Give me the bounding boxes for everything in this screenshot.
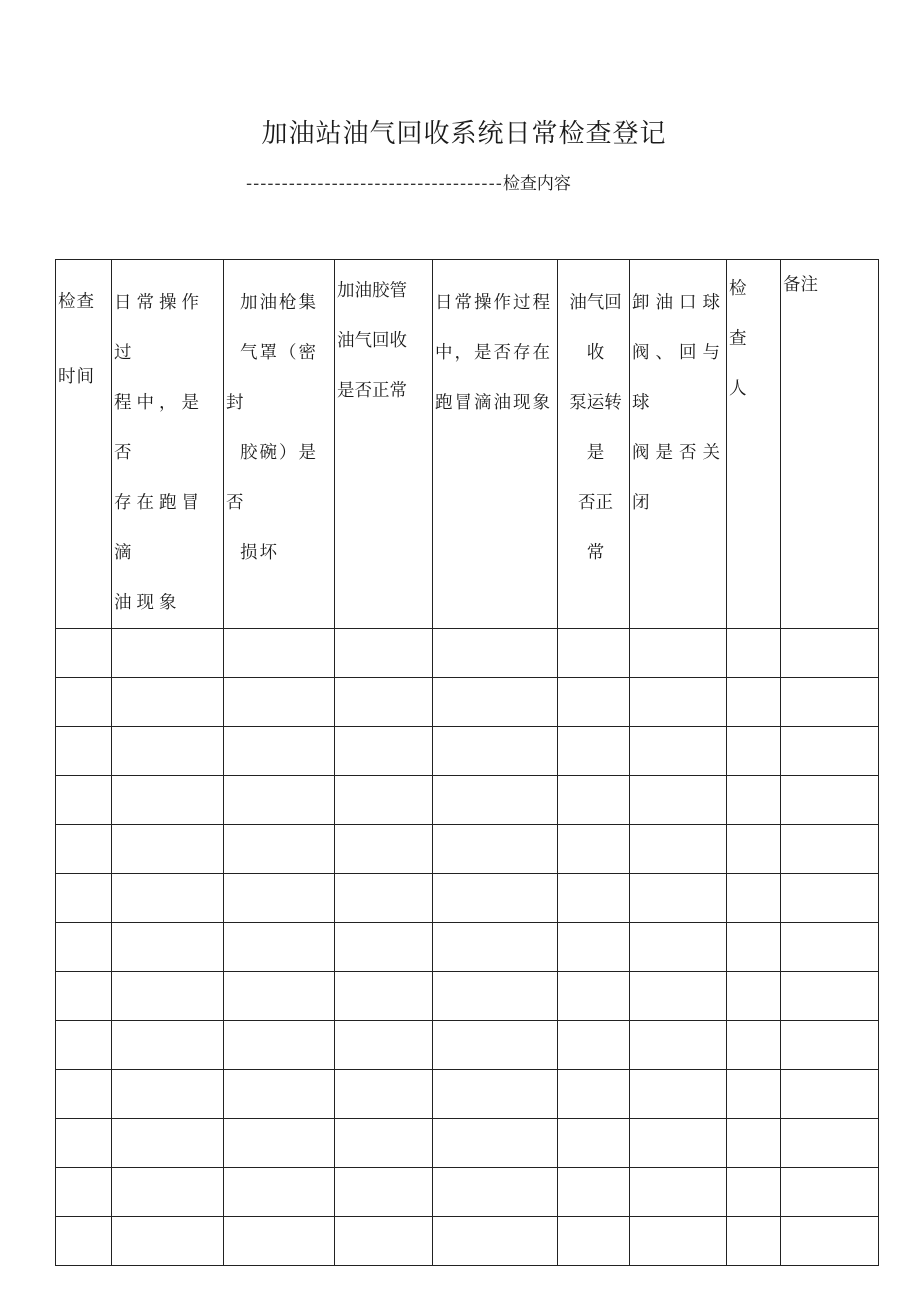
table-cell xyxy=(56,727,112,776)
table-cell xyxy=(112,1070,224,1119)
header-line: 日常操作过程 xyxy=(435,293,552,313)
table-cell xyxy=(56,678,112,727)
table-cell xyxy=(630,727,727,776)
table-cell xyxy=(558,1168,630,1217)
table-cell xyxy=(224,874,335,923)
table-cell xyxy=(781,1070,879,1119)
header-line: 检 xyxy=(729,279,747,299)
table-cell xyxy=(224,776,335,825)
table-cell xyxy=(781,1021,879,1070)
table-cell xyxy=(335,629,433,678)
table-row xyxy=(56,1021,879,1070)
table-cell xyxy=(112,923,224,972)
header-line: 气罩（密封 xyxy=(226,343,318,413)
table-cell xyxy=(335,776,433,825)
table-cell xyxy=(112,874,224,923)
table-cell xyxy=(630,1217,727,1266)
table-cell xyxy=(335,825,433,874)
header-recovery-pump xyxy=(558,260,630,629)
table-cell xyxy=(781,1217,879,1266)
table-cell xyxy=(224,678,335,727)
header-spill-check-2-text xyxy=(433,260,557,428)
table-cell xyxy=(630,776,727,825)
table-cell xyxy=(224,825,335,874)
table-cell xyxy=(630,825,727,874)
table-cell xyxy=(433,825,558,874)
table-cell xyxy=(335,678,433,727)
header-line: 加油枪集 xyxy=(240,293,318,313)
header-hose-recovery xyxy=(335,260,433,629)
table-cell xyxy=(558,629,630,678)
inspection-log-table xyxy=(55,259,879,1266)
table-cell xyxy=(558,825,630,874)
table-cell xyxy=(558,923,630,972)
table-cell xyxy=(781,1168,879,1217)
table-cell xyxy=(433,1217,558,1266)
header-line: 是否正常 xyxy=(337,381,407,401)
header-line: 胶碗）是否 xyxy=(226,443,318,513)
table-cell xyxy=(558,727,630,776)
table-cell xyxy=(433,629,558,678)
table-cell xyxy=(56,1119,112,1168)
header-line: 否正 xyxy=(578,493,613,513)
table-cell xyxy=(335,972,433,1021)
subtitle-dashes: ------------------------------------ xyxy=(246,174,503,194)
table-cell xyxy=(433,1070,558,1119)
header-line: 查 xyxy=(729,329,747,349)
header-recovery-pump-text xyxy=(558,260,629,578)
header-line: 阀是否关 xyxy=(632,443,726,463)
header-spill-check-1 xyxy=(112,260,224,629)
header-line: 检查 xyxy=(58,292,95,312)
table-cell xyxy=(630,1021,727,1070)
table-cell xyxy=(630,1168,727,1217)
table-cell xyxy=(558,1217,630,1266)
table-row xyxy=(56,776,879,825)
table-cell xyxy=(630,972,727,1021)
table-cell xyxy=(224,972,335,1021)
table-row xyxy=(56,1119,879,1168)
table-cell xyxy=(112,972,224,1021)
table-cell xyxy=(335,727,433,776)
table-cell xyxy=(630,923,727,972)
table-cell xyxy=(781,678,879,727)
table-cell xyxy=(727,727,781,776)
header-hose-recovery-text xyxy=(335,260,432,416)
header-line: 是 xyxy=(586,443,605,463)
header-line: 闭 xyxy=(632,493,656,513)
table-row xyxy=(56,825,879,874)
table-cell xyxy=(335,874,433,923)
table-cell xyxy=(56,776,112,825)
header-line: 时间 xyxy=(58,367,95,387)
table-cell xyxy=(112,1119,224,1168)
table-cell xyxy=(56,1070,112,1119)
document-title: 加油站油气回收系统日常检查登记 xyxy=(261,119,667,149)
header-line: 损坏 xyxy=(240,543,279,563)
header-line: 人 xyxy=(729,379,747,399)
table-cell xyxy=(727,1119,781,1168)
table-row xyxy=(56,972,879,1021)
table-cell xyxy=(781,874,879,923)
table-cell xyxy=(781,1119,879,1168)
table-row xyxy=(56,923,879,972)
table-cell xyxy=(558,678,630,727)
table-cell xyxy=(727,923,781,972)
subtitle-label: 检查内容 xyxy=(502,174,571,194)
table-cell xyxy=(727,874,781,923)
table-cell xyxy=(433,678,558,727)
table-cell xyxy=(433,1119,558,1168)
header-spill-check-2 xyxy=(433,260,558,629)
table-cell xyxy=(335,1168,433,1217)
header-line: 中，是否存在 xyxy=(435,343,552,363)
table-cell xyxy=(630,874,727,923)
table-cell xyxy=(112,727,224,776)
table-cell xyxy=(56,923,112,972)
table-row xyxy=(56,874,879,923)
table-cell xyxy=(558,1021,630,1070)
table-row xyxy=(56,678,879,727)
header-nozzle-boot-text xyxy=(224,260,334,578)
header-remarks xyxy=(781,260,879,629)
table-cell xyxy=(112,1021,224,1070)
table-cell xyxy=(781,629,879,678)
table-cell xyxy=(781,825,879,874)
table-cell xyxy=(727,1168,781,1217)
table-cell xyxy=(56,1021,112,1070)
table-cell xyxy=(335,1021,433,1070)
header-check-time-text xyxy=(56,260,111,415)
header-line: 存在跑冒滴 xyxy=(114,493,204,563)
table-cell xyxy=(727,1021,781,1070)
header-inspector-text xyxy=(727,260,780,414)
table-cell xyxy=(224,1021,335,1070)
header-nozzle-boot xyxy=(224,260,335,629)
table-cell xyxy=(781,972,879,1021)
table-cell xyxy=(56,1168,112,1217)
header-line: 阀、回与球 xyxy=(632,343,726,413)
table-cell xyxy=(112,629,224,678)
header-inspector xyxy=(727,260,781,629)
table-cell xyxy=(558,776,630,825)
table-row xyxy=(56,1070,879,1119)
table-cell xyxy=(727,1217,781,1266)
header-line: 卸油口球 xyxy=(632,293,726,313)
table-cell xyxy=(433,1021,558,1070)
table-cell xyxy=(56,972,112,1021)
header-spill-check-1-text xyxy=(112,260,223,628)
table-cell xyxy=(630,1070,727,1119)
table-cell xyxy=(56,629,112,678)
table-cell xyxy=(558,1119,630,1168)
table-cell xyxy=(112,825,224,874)
header-row xyxy=(56,260,879,629)
table-row xyxy=(56,1217,879,1266)
table-cell xyxy=(56,825,112,874)
subtitle-line xyxy=(246,172,571,196)
table-cell xyxy=(224,923,335,972)
header-line: 收 xyxy=(586,343,605,363)
table-cell xyxy=(224,727,335,776)
header-line: 程中，是否 xyxy=(114,393,204,463)
header-ball-valve-text xyxy=(630,260,726,528)
header-line: 加油胶管 xyxy=(337,281,407,301)
table-cell xyxy=(781,776,879,825)
table-cell xyxy=(56,1217,112,1266)
table-cell xyxy=(433,923,558,972)
table-cell xyxy=(727,776,781,825)
header-line: 油现象 xyxy=(114,593,182,613)
table-cell xyxy=(727,1070,781,1119)
table-cell xyxy=(727,972,781,1021)
table-row xyxy=(56,629,879,678)
table-cell xyxy=(224,1119,335,1168)
table-cell xyxy=(335,923,433,972)
table-cell xyxy=(335,1217,433,1266)
table-cell xyxy=(781,727,879,776)
table-cell xyxy=(112,1168,224,1217)
table-cell xyxy=(630,629,727,678)
header-line: 油气回收 xyxy=(337,331,407,351)
table-cell xyxy=(335,1070,433,1119)
table-cell xyxy=(112,678,224,727)
table-cell xyxy=(558,1070,630,1119)
log-body xyxy=(56,629,879,1266)
table-cell xyxy=(224,1168,335,1217)
header-line: 油气回 xyxy=(569,293,622,313)
table-cell xyxy=(112,1217,224,1266)
header-line: 泵运转 xyxy=(569,393,622,413)
table-cell xyxy=(727,825,781,874)
header-line: 跑冒滴油现象 xyxy=(435,393,552,413)
table-cell xyxy=(335,1119,433,1168)
table-cell xyxy=(224,1070,335,1119)
table-row xyxy=(56,1168,879,1217)
table-cell xyxy=(727,629,781,678)
table-cell xyxy=(56,874,112,923)
table-cell xyxy=(558,874,630,923)
header-ball-valve xyxy=(630,260,727,629)
table-cell xyxy=(224,629,335,678)
table-cell xyxy=(433,776,558,825)
header-remarks-text xyxy=(781,260,878,305)
table-row xyxy=(56,727,879,776)
table-cell xyxy=(224,1217,335,1266)
table-cell xyxy=(727,678,781,727)
table-cell xyxy=(433,972,558,1021)
table-cell xyxy=(112,776,224,825)
header-check-time xyxy=(56,260,112,629)
header-line: 备注 xyxy=(783,275,818,295)
table-cell xyxy=(433,727,558,776)
table-cell xyxy=(630,678,727,727)
table-cell xyxy=(433,1168,558,1217)
header-line: 日常操作过 xyxy=(114,293,204,363)
table-cell xyxy=(558,972,630,1021)
header-line: 常 xyxy=(586,543,605,563)
table-cell xyxy=(630,1119,727,1168)
table-cell xyxy=(433,874,558,923)
table-cell xyxy=(781,923,879,972)
